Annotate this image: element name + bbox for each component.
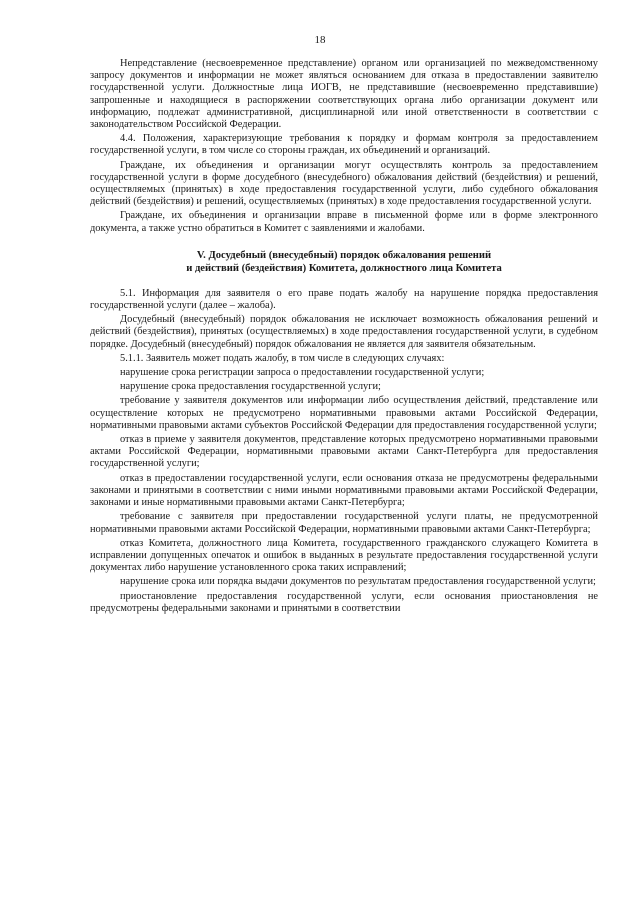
- paragraph: Непредставление (несвоевременное представление) органом или организацией по межведомственному запросу документов и информации не может являться основанием для отказа в предоставлении заявителю государственной услуги. Должностные лица ИОГВ, не представившие (несвоевременно представившие) запрошенные и находящиеся в распоряжении соответствующих органа либо организации документ или информацию, подлежат административной, дисциплинарной или иной ответственности в соответствии с законодательством Российской Федерации.: [90, 58, 598, 131]
- list-item: отказ в приеме у заявителя документов, представление которых предусмотрено нормативными правовыми актами Российской Федерации, нормативными правовыми актами Санкт-Петербурга для предоставления государственной услуги;: [90, 434, 598, 470]
- document-body: [90, 58, 598, 615]
- list-item: требование у заявителя документов или информации либо осуществления действий, представление или осуществление которых не предусмотрено нормативными правовыми актами Российской Федерации, нормативными правовыми актами субъектов Российской Федерации для предоставления государственной услуги;: [90, 395, 598, 431]
- section-heading: [90, 249, 598, 275]
- paragraph: 5.1.1. Заявитель может подать жалобу, в том числе в следующих случаях:: [120, 352, 445, 364]
- list-item: отказ Комитета, должностного лица Комитета, государственного гражданского служащего Комитета в исправлении допущенных опечаток и ошибок в выданных в результате предоставления государственной услуги документах либо нарушение установленного срока таких исправлений;: [90, 537, 598, 574]
- paragraph: 5.1. Информация для заявителя о его праве подать жалобу на нарушение порядка предоставления государственной услуги (далее – жалоба).: [90, 287, 598, 312]
- list-item: нарушение срока или порядка выдачи документов по результатам предоставления государственной услуги;: [120, 576, 596, 588]
- section-heading-line: V. Досудебный (внесудебный) порядок обжалования решений: [196, 249, 492, 261]
- list-item: приостановление предоставления государственной услуги, если основания приостановления не предусмотрены федеральными законами и принятыми в соответствии: [90, 590, 598, 614]
- page-number: 18: [314, 34, 326, 46]
- list-item: нарушение срока регистрации запроса о предоставлении государственной услуги;: [120, 367, 485, 379]
- paragraph: 4.4. Положения, характеризующие требования к порядку и формам контроля за предоставлением государственной услуги, в том числе со стороны граждан, их объединений и организаций.: [90, 133, 598, 157]
- list-item: нарушение срока предоставления государственной услуги;: [120, 381, 381, 393]
- section-heading-line: и действий (бездействия) Комитета, должностного лица Комитета: [186, 262, 502, 274]
- list-item: отказ в предоставлении государственной услуги, если основания отказа не предусмотрены федеральными законами и принятыми в соответствии с ними иными нормативными правовыми актами Российской Федерации, законами и иные нормативными правовыми актами Санкт-Петербурга;: [90, 472, 598, 509]
- paragraph: Досудебный (внесудебный) порядок обжалования не исключает возможность обжалования решений и действий (бездействия), принятых (осуществляемых) в ходе предоставления государственной услуги, в судебном порядке. Досудебный (внесудебный) порядок обжалования не является для заявителя обязательным.: [90, 314, 598, 350]
- list-item: требование с заявителя при предоставлении государственной услуги платы, не предусмотренной нормативными правовыми актами Российской Федерации, нормативными правовыми актами Санкт-Петербурга;: [90, 511, 598, 535]
- paragraph: Граждане, их объединения и организации могут осуществлять контроль за предоставлением государственной услуги в форме досудебного (внесудебного) обжалования действий (бездействия) и решений, осуществляемых (принятых) в ходе предоставления государственной услуги, либо судебного обжалования действий (бездействия) и решений, осуществляемых (принятых) в ходе предоставления государственной услуги.: [90, 159, 598, 208]
- paragraph: Граждане, их объединения и организации вправе в письменной форме или в форме электронного документа, а также устно обратиться в Комитет с заявлениями и жалобами.: [90, 210, 598, 234]
